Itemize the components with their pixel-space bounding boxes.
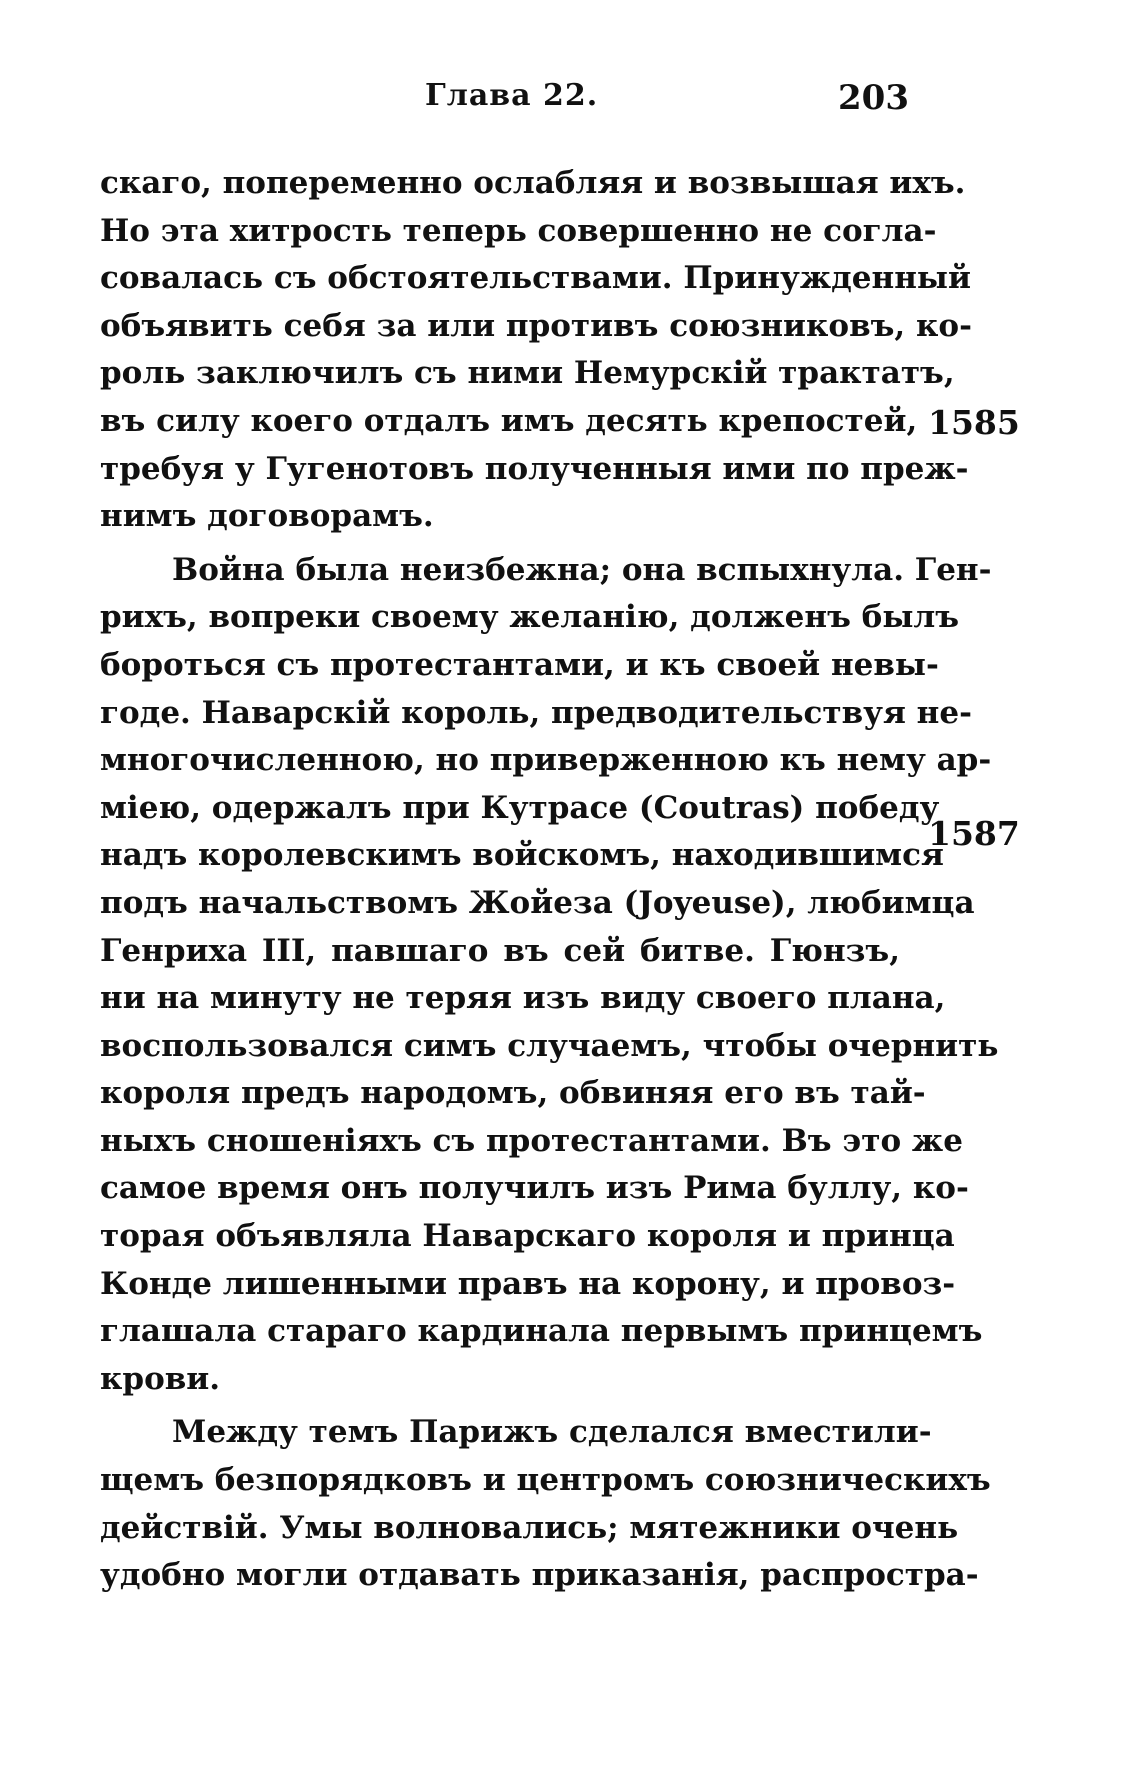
text-line: роль заключилъ съ ними Немурскій трактатъ, (100, 355, 955, 392)
chapter-heading: Глава 22. (425, 78, 599, 113)
text-line: требуя у Гугенотовъ полученныя ими по преж- (100, 450, 969, 487)
margin-year-1587: 1587 (928, 814, 1020, 853)
text-line: годе. Наварскій король, предводительствуя не- (100, 694, 972, 731)
text-line: Конде лишенными правъ на корону, и провоз- (100, 1265, 956, 1302)
text-line: Между темъ Парижъ сделался вместили- (172, 1414, 932, 1451)
text-line: воспользовался симъ случаемъ, чтобы очернить (100, 1027, 999, 1064)
text-line: объявить себя за или противъ союзниковъ, ко- (100, 307, 972, 344)
page-number: 203 (838, 78, 909, 118)
margin-year-1585: 1585 (928, 403, 1020, 442)
paragraph (100, 1409, 991, 1599)
text-line: надъ королевскимъ войскомъ, находившимся (100, 837, 944, 874)
text-line: рихъ, вопреки своему желанію, долженъ былъ (100, 599, 960, 636)
text-line: короля предъ народомъ, обвиняя его въ тай- (100, 1075, 926, 1112)
text-line: подъ начальствомъ Жойеза (Joyeuse), любимца (100, 884, 975, 921)
text-line: удобно могли отдавать приказанія, распростра- (100, 1557, 979, 1594)
text-line: совалась съ обстоятельствами. Принужденный (100, 260, 971, 297)
text-line: действій. Умы волновались; мятежники очень (100, 1509, 959, 1546)
running-header (0, 78, 1140, 118)
text-line: въ силу коего отдалъ имъ десять крепостей, (100, 402, 918, 439)
text-line: многочисленною, но приверженною къ нему ар- (100, 742, 992, 779)
text-line: Генриха III, павшаго въ сей битве. Гюнзъ, (100, 932, 900, 969)
paragraph (100, 160, 972, 541)
text-line: міею, одержалъ при Кутрасе (Coutras) победу (100, 789, 940, 826)
text-line: глашала стараго кардинала первымъ принцемъ (100, 1313, 983, 1350)
text-line: самое время онъ получилъ изъ Рима буллу, ко- (100, 1170, 969, 1207)
text-line: бороться съ протестантами, и къ своей невы- (100, 646, 939, 683)
text-line: нимъ договорамъ. (100, 498, 434, 535)
text-line: ныхъ сношеніяхъ съ протестантами. Въ это же (100, 1122, 963, 1159)
text-line: скаго, попеременно ослабляя и возвышая ихъ. (100, 165, 966, 201)
text-line: крови. (100, 1360, 221, 1397)
text-line: щемъ безпорядковъ и центромъ союзническихъ (100, 1462, 991, 1499)
text-line: торая объявляла Наварскаго короля и принца (100, 1218, 955, 1255)
text-line: Война была неизбежна; она вспыхнула. Ген- (172, 551, 992, 588)
text-line: ни на минуту не теряя изъ виду своего плана, (100, 980, 946, 1017)
text-line: Но эта хитрость теперь совершенно не согла- (100, 212, 937, 249)
